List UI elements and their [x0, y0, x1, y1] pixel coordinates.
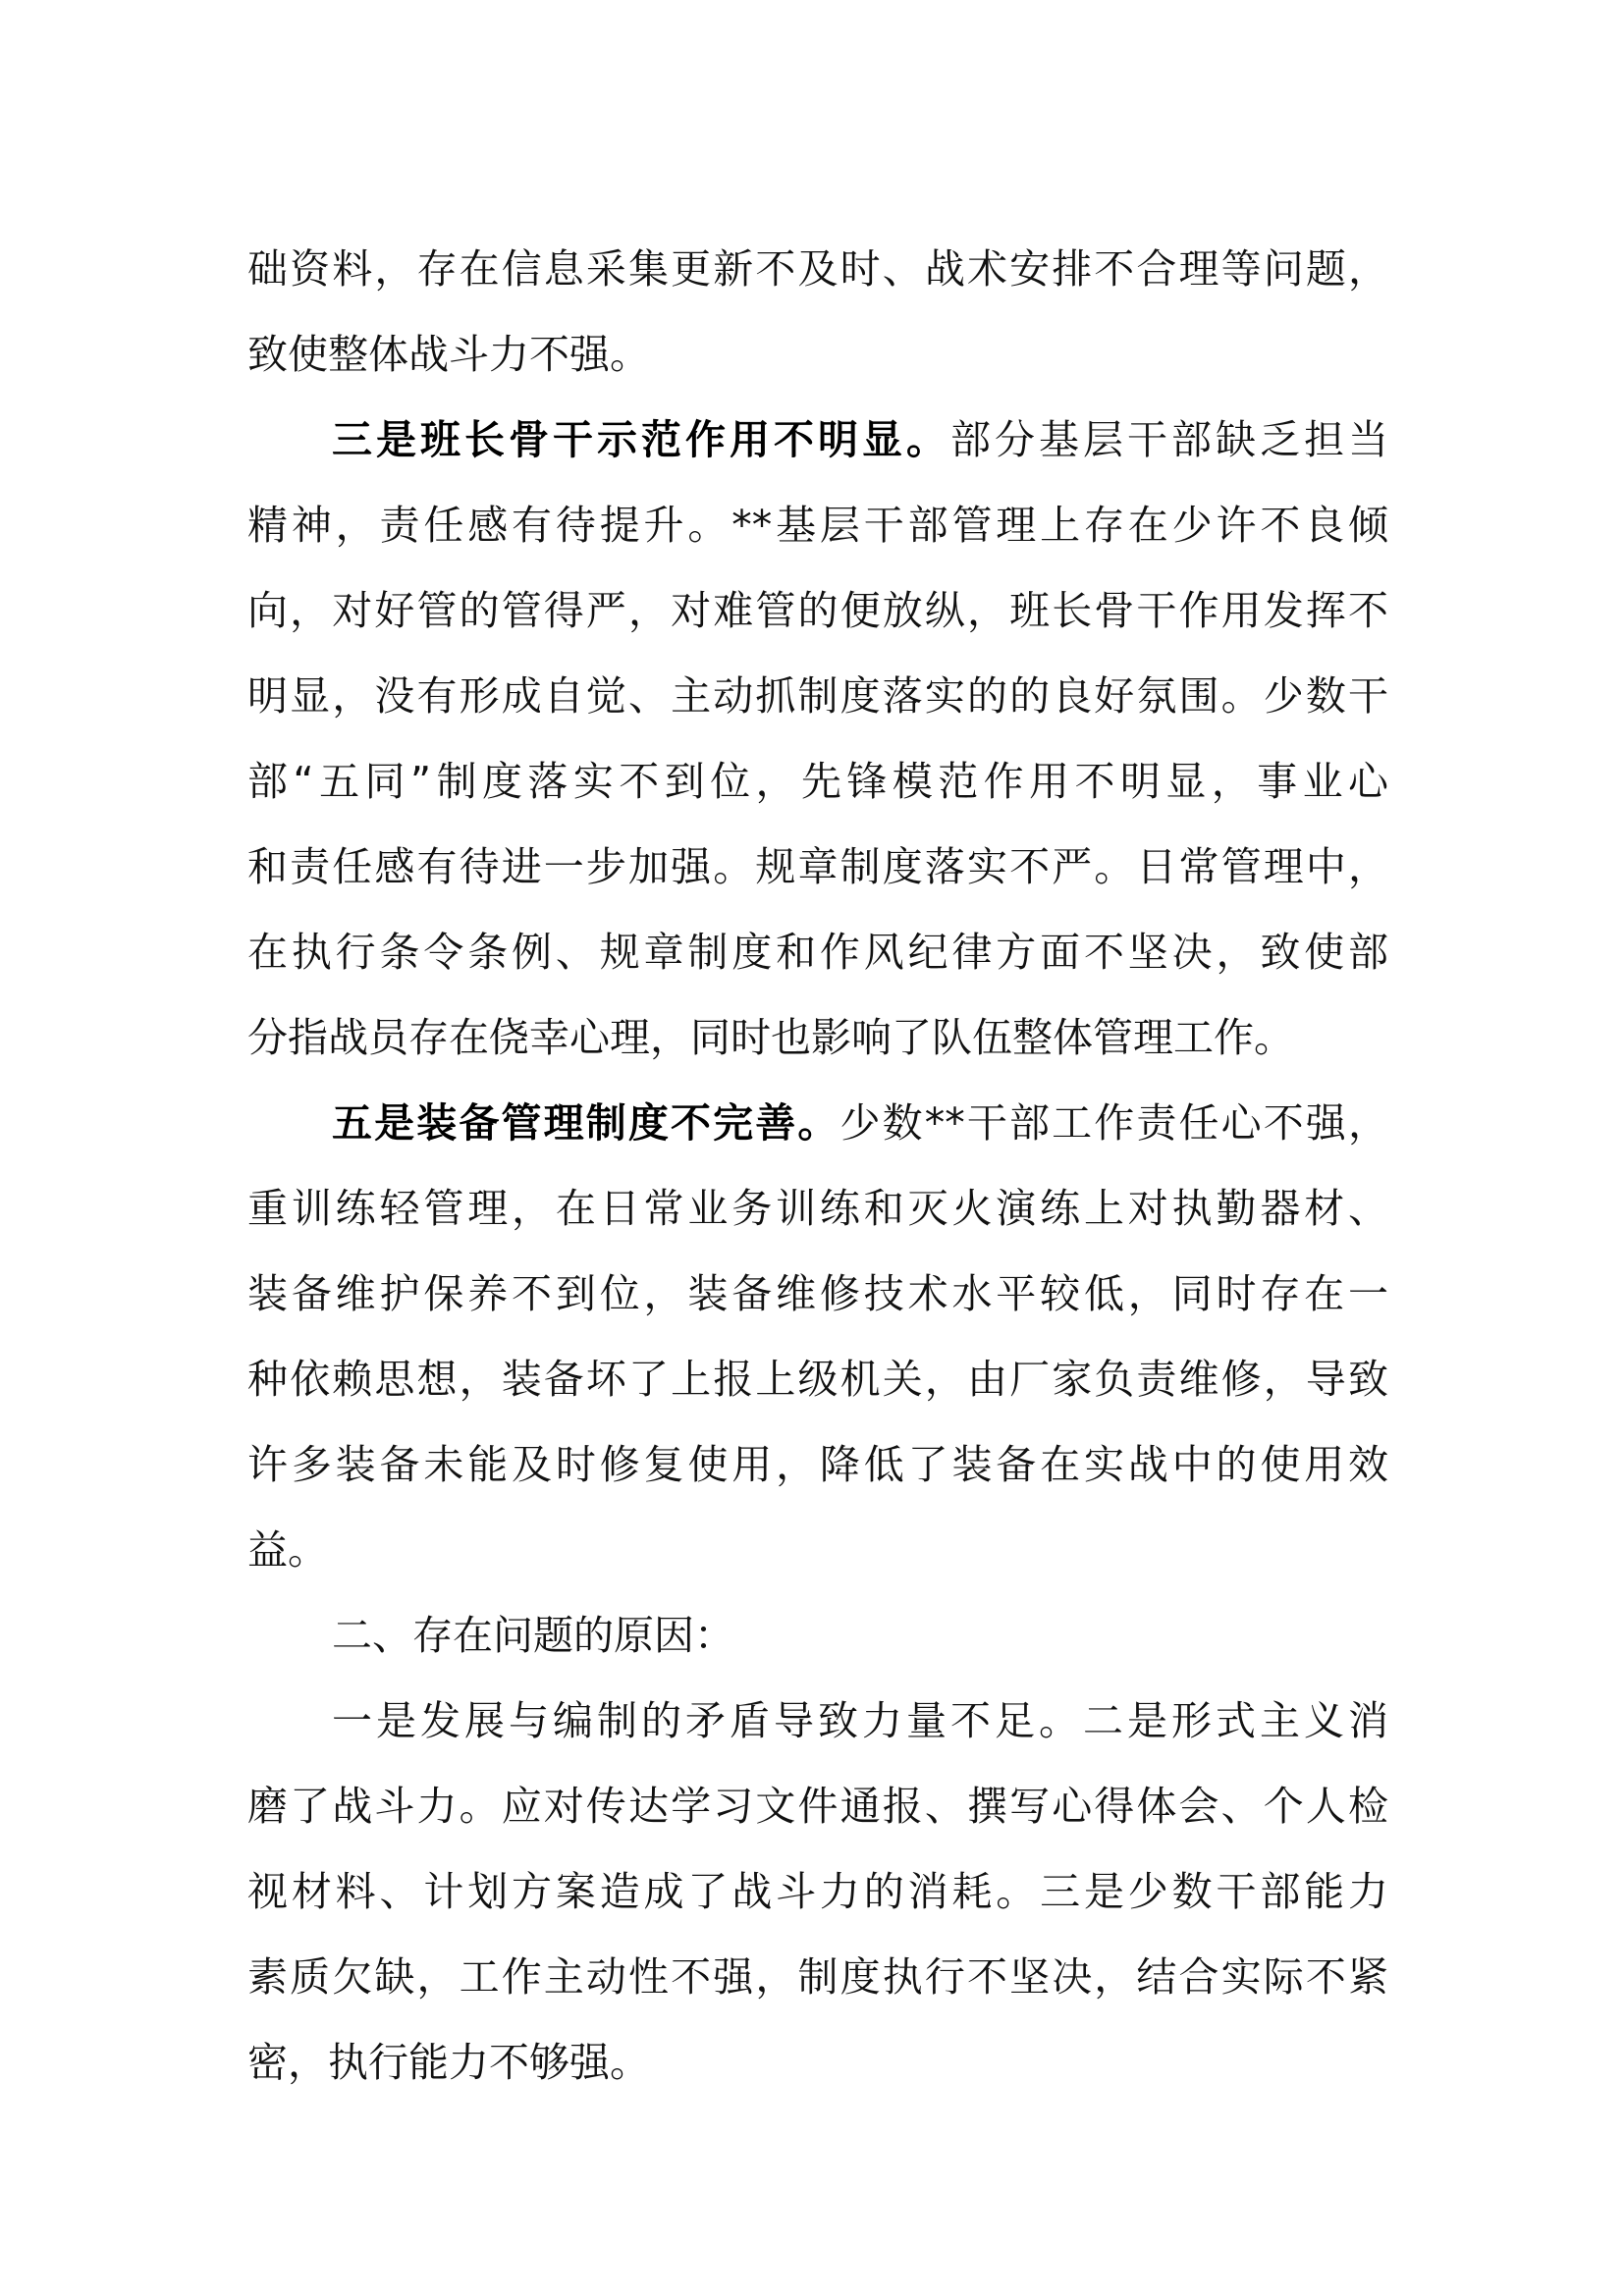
text-line — [247, 825, 1388, 910]
line-text: 少数**干部工作责任心不强， — [839, 1099, 1388, 1147]
line-text: 二、存在问题的原因： — [332, 1612, 734, 1659]
line-text: 磨了战斗力。应对传达学习文件通报、撰写心得体会、个人检 — [247, 1783, 1388, 1830]
text-line — [247, 2020, 1388, 2106]
line-text: 分指战员存在侥幸心理，同时也影响了队伍整体管理工作。 — [247, 1014, 1294, 1061]
line-text: 和责任感有待进一步加强。规章制度落实不严。日常管理中， — [247, 843, 1388, 890]
text-line — [247, 1166, 1388, 1252]
line-text: 致使整体战斗力不强。 — [247, 331, 650, 378]
text-line — [247, 398, 1388, 483]
paragraph — [247, 1679, 1388, 2106]
text-line — [247, 1764, 1388, 1849]
line-text: 重训练轻管理，在日常业务训练和灭火演练上对执勤器材、 — [247, 1185, 1388, 1232]
text-line — [247, 312, 1388, 398]
paragraph-heading: 五是装备管理制度不完善。 — [332, 1099, 840, 1147]
line-text: 部“五同”制度落实不到位，先锋模范作用不明显，事业心 — [247, 758, 1388, 805]
text-line — [247, 1252, 1388, 1337]
line-text: 础资料，存在信息采集更新不及时、战术安排不合理等问题， — [247, 245, 1388, 293]
text-line — [247, 1849, 1388, 1935]
text-line — [247, 654, 1388, 739]
paragraph — [247, 1081, 1388, 1593]
paragraph — [247, 398, 1388, 1081]
line-text: 视材料、计划方案造成了战斗力的消耗。三是少数干部能力 — [247, 1868, 1388, 1915]
line-text: 密，执行能力不够强。 — [247, 2039, 650, 2086]
text-line — [247, 910, 1388, 995]
text-line — [247, 739, 1388, 825]
text-line — [247, 1935, 1388, 2020]
text-line — [247, 483, 1388, 568]
document-page — [247, 227, 1388, 2106]
line-text: 许多装备未能及时修复使用，降低了装备在实战中的使用效 — [247, 1441, 1388, 1488]
line-text: 素质欠缺，工作主动性不强，制度执行不坚决，结合实际不紧 — [247, 1953, 1388, 2001]
paragraph-heading: 三是班长骨干示范作用不明显。 — [332, 416, 950, 463]
text-line — [247, 1422, 1388, 1508]
text-line — [247, 1508, 1388, 1593]
line-text: 益。 — [247, 1526, 328, 1574]
paragraph — [247, 1593, 1388, 1679]
line-text: 部分基层干部缺乏担当 — [950, 416, 1388, 463]
line-text: 精神，责任感有待提升。**基层干部管理上存在少许不良倾 — [247, 502, 1388, 549]
paragraph — [247, 227, 1388, 398]
text-line — [247, 568, 1388, 654]
text-line — [247, 1679, 1388, 1764]
line-text: 在执行条令条例、规章制度和作风纪律方面不坚决，致使部 — [247, 929, 1388, 976]
text-line — [247, 1081, 1388, 1166]
text-line — [247, 227, 1388, 312]
line-text: 一是发展与编制的矛盾导致力量不足。二是形式主义消 — [332, 1697, 1388, 1744]
text-line — [247, 1593, 1388, 1679]
line-text: 向，对好管的管得严，对难管的便放纵，班长骨干作用发挥不 — [247, 587, 1388, 634]
text-line — [247, 995, 1388, 1081]
line-text: 明显，没有形成自觉、主动抓制度落实的的良好氛围。少数干 — [247, 672, 1388, 720]
line-text: 种依赖思想，装备坏了上报上级机关，由厂家负责维修，导致 — [247, 1356, 1388, 1403]
text-line — [247, 1337, 1388, 1422]
line-text: 装备维护保养不到位，装备维修技术水平较低，同时存在一 — [247, 1270, 1388, 1317]
